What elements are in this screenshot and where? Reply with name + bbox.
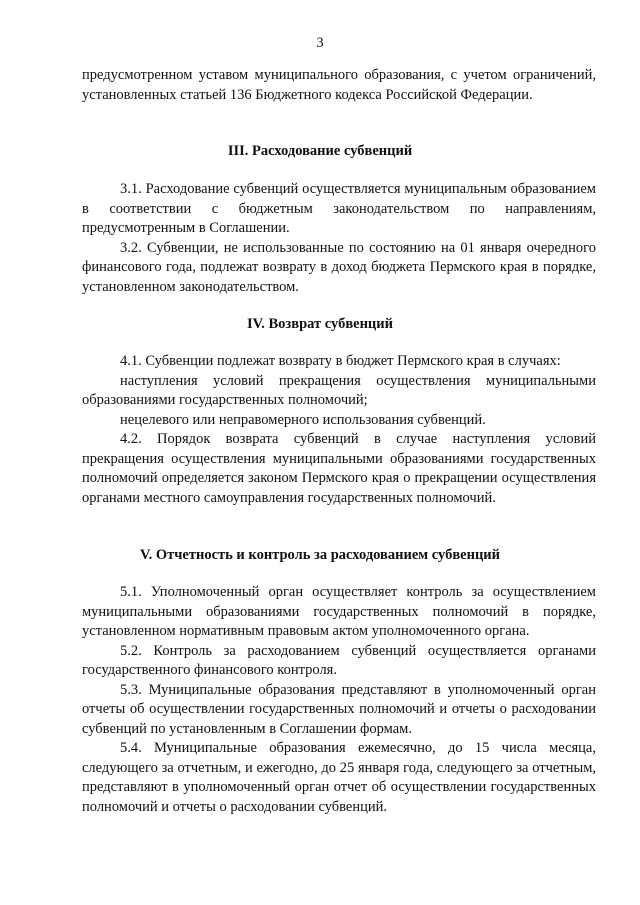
section-v-body	[82, 583, 596, 817]
paragraph-5-2: 5.2. Контроль за расходованием субвенций осуществляется органами государственного финансового контроля.	[82, 642, 596, 678]
section-iii-body	[82, 180, 596, 297]
paragraph-5-4: 5.4. Муниципальные образования ежемесячно, до 15 числа месяца, следующего за отчетным, и ежегодно, до 25 января года, следующего за отчетным, представляют в уполномоченный орган отчет об осуществлении государственных полномочий и отчеты о расходовании субвенций.	[82, 740, 596, 815]
intro-block	[82, 66, 596, 105]
paragraph-4-1-case-2: нецелевого или неправомерного использования субвенций.	[120, 411, 486, 428]
intro-paragraph: предусмотренном уставом муниципального образования, с учетом ограничений, установленных статьей 136 Бюджетного кодекса Российской Федерации.	[82, 67, 596, 103]
section-iv-body	[82, 352, 596, 508]
section-heading-v: V. Отчетность и контроль за расходованием субвенций	[139, 547, 501, 563]
paragraph-5-3: 5.3. Муниципальные образования представляют в уполномоченный орган отчеты об осуществлении государственных полномочий и отчеты о расходовании субвенций по установленным в Соглашении формам.	[82, 681, 596, 737]
page-number: 3	[316, 35, 324, 51]
section-heading-iv: IV. Возврат субвенций	[247, 316, 393, 332]
paragraph-4-1-case-1: наступления условий прекращения осуществления муниципальными образованиями государственных полномочий;	[82, 372, 596, 408]
paragraph-4-1: 4.1. Субвенции подлежат возврату в бюджет Пермского края в случаях:	[120, 353, 561, 369]
section-heading-iii: III. Расходование субвенций	[227, 143, 413, 159]
paragraph-5-1: 5.1. Уполномоченный орган осуществляет контроль за осуществлением муниципальными образованиями государственных полномочий в порядке, установленном нормативным правовым актом уполномоченного органа.	[82, 584, 596, 639]
paragraph-3-1: 3.1. Расходование субвенций осуществляется муниципальным образованием в соответствии с бюджетным законодательством по направлениям, предусмотренным в Соглашении.	[82, 181, 596, 236]
paragraph-3-2: 3.2. Субвенции, не использованные по состоянию на 01 января очередного финансового года, подлежат возврату в доход бюджета Пермского края в порядке, установленном законодательством.	[82, 239, 596, 295]
paragraph-4-2: 4.2. Порядок возврата субвенций в случае наступления условий прекращения осуществления муниципальными образованиями государственных полномочий определяется законом Пермского края о прекращении осуществления органами местного самоуправления государственных полномочий.	[82, 431, 596, 506]
